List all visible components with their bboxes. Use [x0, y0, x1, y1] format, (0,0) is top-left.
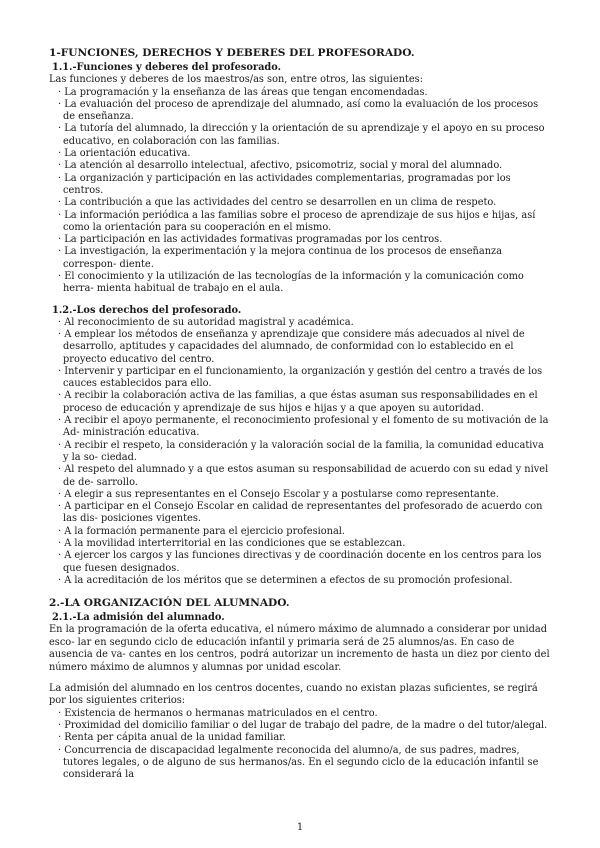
- list-item: · La evaluación del proceso de aprendizaje del alumnado, así como la evaluación de los procesos de enseñanza.: [58, 98, 539, 123]
- list-item: · La información periódica a las familias sobre el proceso de aprendizaje de sus hijos e hijas, así como la orientación para su cooperación en el mismo.: [58, 209, 536, 233]
- page-content: [49, 46, 551, 782]
- list-item: · Proximidad del domicilio familiar o del lugar de trabajo del padre, de la madre o del tutor/alegal.: [58, 720, 548, 732]
- list-item: · A la movilidad interterritorial en las condiciones que se establezcan.: [58, 537, 406, 549]
- list-item: · Intervenir y participar en el funcionamiento, la organización y gestión del centro a través de los cauces establecidos para ello.: [58, 365, 543, 390]
- list-item: · La tutoría del alumnado, la dirección y la orientación de su aprendizaje y el apoyo en su proceso educativo, en colaboración con las familias.: [58, 123, 545, 147]
- subsection-1-1-intro: Las funciones y deberes de los maestros/as son, entre otros, las siguientes:: [49, 74, 423, 85]
- rights-list: [49, 317, 551, 588]
- list-item: · Al reconocimiento de su autoridad magistral y académica.: [58, 316, 354, 328]
- list-item: · A la formación permanente para el ejercicio profesional.: [58, 525, 346, 537]
- list-item: · La atención al desarrollo intelectual, afectivo, psicomotriz, social y moral del alumnado.: [58, 160, 503, 172]
- list-item: · La participación en las actividades formativas programadas por los centros.: [58, 234, 443, 246]
- list-item: · El conocimiento y la utilización de las tecnologías de la información y la comunicación como herra- mienta habitual de trabajo en el aula.: [58, 271, 524, 295]
- list-item: · A la acreditación de los méritos que se determinen a efectos de su promoción profesional.: [58, 574, 513, 586]
- page-number: 1: [296, 822, 304, 833]
- list-item: · A recibir el respeto, la consideración y la valoración social de la familia, la comunidad educativa y la so- ciedad.: [58, 439, 544, 463]
- subsection-1-1-title: 1.1.-Funciones y deberes del profesorado.: [52, 62, 282, 73]
- admission-paragraph-1: En la programación de la oferta educativa, el número máximo de alumnado a considerar por unidad esco- lar en segundo ciclo de educación infantil y primaria será de 25 alumnos/as. En caso de ausencia de va- cantes en los centros, podrá autorizar un incremento de hasta un diez por ciento del número máximo de alumnos y alumnas por unidad escolar.: [49, 624, 550, 673]
- list-item: · La investigación, la experimentación y la mejora continua de los procesos de enseñanza correspon- diente.: [58, 246, 503, 270]
- list-item: · A elegir a sus representantes en el Consejo Escolar y a postularse como representante.: [58, 488, 499, 500]
- list-item: · La programación y la enseñanza de las áreas que tengan encomendadas.: [58, 86, 428, 98]
- criteria-list: [49, 708, 551, 782]
- list-item: · A participar en el Consejo Escolar en calidad de representantes del profesorado de acuerdo con las dis- posiciones vigentes.: [58, 501, 543, 525]
- section-1-title: 1-FUNCIONES, DERECHOS Y DEBERES DEL PROFESORADO.: [49, 47, 415, 59]
- list-item: · Renta per cápita anual de la unidad familiar.: [58, 732, 286, 744]
- spacer: [49, 587, 551, 596]
- list-item: · Existencia de hermanos o hermanas matriculados en el centro.: [58, 707, 378, 719]
- list-item: · La orientación educativa.: [58, 148, 191, 160]
- subsection-2-1-title: 2.1.-La admisión del alumnado.: [52, 612, 225, 624]
- functions-list: [49, 87, 551, 296]
- subsection-1-2-title: 1.2.-Los derechos del profesorado.: [52, 304, 242, 316]
- list-item: · Al respeto del alumnado y a que estos asuman su responsabilidad de acuerdo con su edad y nivel de de- sarrollo.: [58, 464, 549, 488]
- list-item: · A recibir el apoyo permanente, el reconocimiento profesional y el fomento de su motivación de la Ad- ministración educativa.: [58, 415, 549, 439]
- list-item: · A ejercer los cargos y las funciones directivas y de coordinación docente en los centros para los que fuesen designados.: [58, 550, 542, 574]
- list-item: · A emplear los métodos de enseñanza y aprendizaje que considere más adecuados al nivel de desarrollo, aptitudes y capacidades del alumnado, de conformidad con lo establecido en el proyecto educativo del centro.: [58, 328, 525, 365]
- list-item: · La contribución a que las actividades del centro se desarrollen en un clima de respeto.: [58, 197, 497, 209]
- list-item: · Concurrencia de discapacidad legalmente reconocida del alumno/a, de sus padres, madres, tutores legales, o de alguno de sus hermanos/as. En el segundo ciclo de la educación infantil se considerará la: [58, 744, 539, 781]
- admission-paragraph-2: La admisión del alumnado en los centros docentes, cuando no existan plazas suficientes, se regirá por los siguientes criterios:: [49, 682, 538, 707]
- section-2-title: 2.-LA ORGANIZACIÓN DEL ALUMNADO.: [49, 597, 290, 610]
- list-item: · La organización y participación en las actividades complementarias, programadas por los centros.: [58, 172, 511, 196]
- spacer: [49, 675, 551, 683]
- spacer: [49, 296, 551, 304]
- list-item: · A recibir la colaboración activa de las familias, a que éstas asuman sus responsabilidades en el proceso de educación y aprendizaje de sus hijos e hijas y a que apoyen su autoridad.: [58, 390, 538, 414]
